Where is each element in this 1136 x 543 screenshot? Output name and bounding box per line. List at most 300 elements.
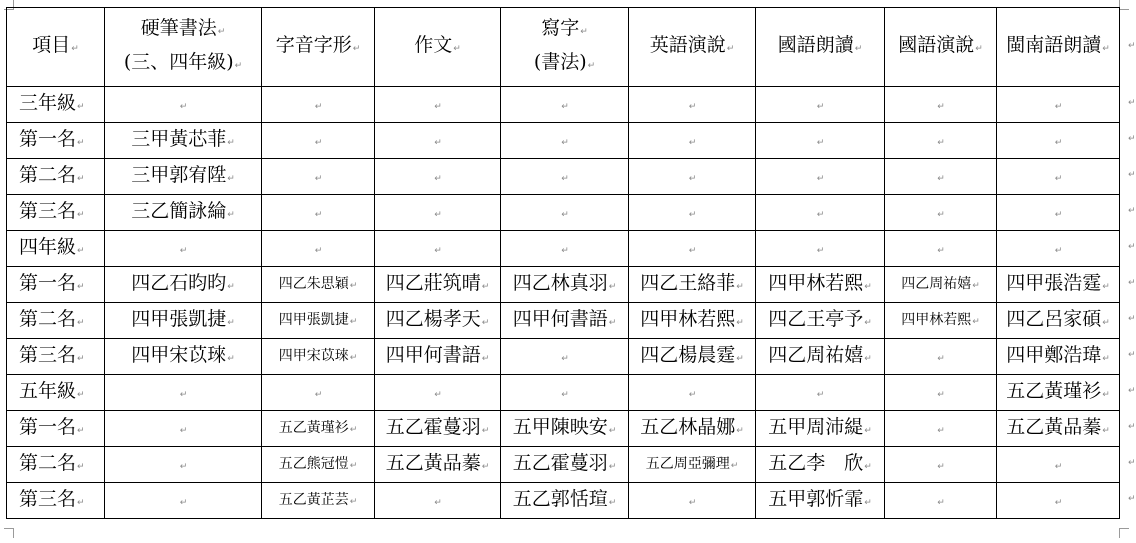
winner-cell xyxy=(375,447,501,483)
cell-text: 四甲宋苡琜 xyxy=(131,343,227,366)
winner-cell xyxy=(885,123,997,159)
cell-text: 四甲何書語 xyxy=(512,307,608,330)
paragraph-mark: ↵ xyxy=(975,44,983,54)
cell-text: 五乙林晶娜 xyxy=(640,415,736,438)
winner-cell xyxy=(501,447,629,483)
winner-cell xyxy=(105,339,262,375)
cell-text: 三乙簡詠綸 xyxy=(131,199,227,222)
cell-text: 三甲黃芯菲 xyxy=(131,127,227,150)
paragraph-mark: ↵ xyxy=(816,137,825,148)
cell-text: 第一名 xyxy=(19,127,77,150)
winner-cell xyxy=(105,375,262,411)
paragraph-mark: ↵ xyxy=(77,101,85,112)
paragraph-mark: ↵ xyxy=(736,353,744,364)
winner-cell xyxy=(105,123,262,159)
winner-cell xyxy=(756,303,885,339)
winner-cell xyxy=(375,159,501,195)
paragraph-mark: ↵ xyxy=(854,44,863,54)
winner-cell xyxy=(105,267,262,303)
winner-cell xyxy=(375,375,501,411)
paragraph-mark: ↵ xyxy=(434,101,442,112)
cell-text: 五乙黃瑾衫 xyxy=(278,419,349,436)
winner-cell xyxy=(997,123,1120,159)
winner-cell xyxy=(262,195,375,231)
paragraph-mark: ↵ xyxy=(77,137,85,148)
cell-text: 三甲郭宥陞 xyxy=(131,163,227,186)
row-label-cell xyxy=(7,411,105,447)
cell-text: 四乙楊孝天 xyxy=(385,307,481,330)
header-row xyxy=(7,8,1120,87)
paragraph-mark: ↵ xyxy=(864,497,872,508)
winner-cell xyxy=(501,195,629,231)
paragraph-mark: ↵ xyxy=(736,425,744,436)
cell-text: 五乙黃芷芸 xyxy=(278,491,349,508)
row-end-mark: ↵ xyxy=(1128,350,1136,360)
paragraph-mark: ↵ xyxy=(561,209,569,220)
paragraph-mark: ↵ xyxy=(688,389,697,400)
winner-cell xyxy=(629,447,756,483)
cell-text: 三年級 xyxy=(19,91,77,114)
cell-text: 四乙周祐嬉 xyxy=(901,275,972,292)
paragraph-mark: ↵ xyxy=(349,316,358,327)
cell-text: 第二名 xyxy=(19,451,77,474)
winner-cell xyxy=(105,231,262,267)
cell-text: 五乙熊冠愷 xyxy=(278,455,349,472)
header-cell xyxy=(997,8,1120,87)
cell-text: 四甲鄭浩瑋 xyxy=(1006,343,1102,366)
winner-cell xyxy=(629,375,756,411)
paragraph-mark: ↵ xyxy=(608,317,617,328)
paragraph-mark: ↵ xyxy=(561,173,569,184)
winner-cell xyxy=(501,375,629,411)
winner-cell xyxy=(629,339,756,375)
winner-cell xyxy=(501,159,629,195)
winner-cell xyxy=(501,303,629,339)
winner-cell xyxy=(629,267,756,303)
paragraph-mark: ↵ xyxy=(688,209,697,220)
paragraph-mark: ↵ xyxy=(227,173,235,184)
winner-cell xyxy=(756,483,885,519)
paragraph-mark: ↵ xyxy=(937,209,945,220)
winner-cell xyxy=(501,87,629,123)
paragraph-mark: ↵ xyxy=(972,280,980,291)
cell-text: 五乙霍蔓羽 xyxy=(385,415,481,438)
cell-text: 五乙郭恬瑄 xyxy=(512,487,608,510)
row-label-cell xyxy=(7,339,105,375)
table-row xyxy=(7,267,1120,303)
row-end-mark: ↵ xyxy=(1128,458,1136,468)
header-text: 英語演說 xyxy=(649,34,726,56)
winner-cell xyxy=(997,483,1120,519)
winner-cell xyxy=(501,231,629,267)
row-end-mark: ↵ xyxy=(1128,98,1136,108)
row-end-mark: ↵ xyxy=(1128,134,1136,144)
header-text: 字音字形 xyxy=(275,34,352,56)
winner-cell xyxy=(756,123,885,159)
table-row xyxy=(7,87,1120,123)
winner-cell xyxy=(262,339,375,375)
paragraph-mark: ↵ xyxy=(179,425,188,436)
cell-text: 五甲周沛緹 xyxy=(768,415,864,438)
header-cell xyxy=(756,8,885,87)
winner-cell xyxy=(375,267,501,303)
winner-cell xyxy=(629,123,756,159)
paragraph-mark: ↵ xyxy=(481,425,490,436)
paragraph-mark: ↵ xyxy=(937,101,945,112)
margin-corner-bottom-right xyxy=(1119,528,1129,538)
paragraph-mark: ↵ xyxy=(561,137,569,148)
winner-cell xyxy=(997,303,1120,339)
paragraph-mark: ↵ xyxy=(816,101,825,112)
paragraph-mark: ↵ xyxy=(434,389,442,400)
paragraph-mark: ↵ xyxy=(481,317,490,328)
paragraph-mark: ↵ xyxy=(688,497,697,508)
cell-text: 四乙王亭予 xyxy=(768,307,864,330)
winner-cell xyxy=(756,267,885,303)
header-cell xyxy=(7,8,105,87)
paragraph-mark: ↵ xyxy=(314,209,323,220)
winner-cell xyxy=(885,159,997,195)
cell-text: 四甲宋苡琜 xyxy=(278,347,349,364)
paragraph-mark: ↵ xyxy=(972,316,980,327)
paragraph-mark: ↵ xyxy=(77,353,85,364)
row-label-cell xyxy=(7,375,105,411)
cell-text: 五甲陳映安 xyxy=(512,415,608,438)
paragraph-mark: ↵ xyxy=(1102,317,1110,328)
winner-cell xyxy=(105,195,262,231)
paragraph-mark: ↵ xyxy=(77,425,85,436)
winner-cell xyxy=(501,483,629,519)
cell-text: 四年級 xyxy=(19,235,77,258)
winner-cell xyxy=(375,231,501,267)
cell-text: 五乙李 欣 xyxy=(768,451,864,474)
paragraph-mark: ↵ xyxy=(481,461,490,472)
paragraph-mark: ↵ xyxy=(434,245,442,256)
cell-text: 五乙周亞彌理 xyxy=(645,455,730,472)
paragraph-mark: ↵ xyxy=(608,461,617,472)
winner-cell xyxy=(997,231,1120,267)
winner-cell xyxy=(262,375,375,411)
paragraph-mark: ↵ xyxy=(179,389,188,400)
winner-cell xyxy=(262,267,375,303)
paragraph-mark: ↵ xyxy=(314,101,323,112)
winner-cell xyxy=(885,303,997,339)
paragraph-mark: ↵ xyxy=(864,317,872,328)
winner-cell xyxy=(629,483,756,519)
winner-cell xyxy=(375,123,501,159)
paragraph-mark: ↵ xyxy=(179,461,188,472)
paragraph-mark: ↵ xyxy=(937,389,945,400)
winner-cell xyxy=(375,339,501,375)
award-table xyxy=(6,7,1120,519)
winner-cell xyxy=(997,339,1120,375)
winner-cell xyxy=(885,267,997,303)
paragraph-mark: ↵ xyxy=(561,353,569,364)
paragraph-mark: ↵ xyxy=(587,61,596,71)
winner-cell xyxy=(756,447,885,483)
row-end-mark: ↵ xyxy=(1128,386,1136,396)
row-label-cell xyxy=(7,231,105,267)
paragraph-mark: ↵ xyxy=(580,27,588,37)
winner-cell xyxy=(629,87,756,123)
paragraph-mark: ↵ xyxy=(481,281,490,292)
table-row xyxy=(7,339,1120,375)
row-label-cell xyxy=(7,483,105,519)
paragraph-mark: ↵ xyxy=(227,281,235,292)
table-row xyxy=(7,303,1120,339)
paragraph-mark: ↵ xyxy=(434,209,442,220)
row-end-mark: ↵ xyxy=(1128,170,1136,180)
paragraph-mark: ↵ xyxy=(561,101,569,112)
winner-cell xyxy=(885,447,997,483)
winner-cell xyxy=(885,339,997,375)
cell-text: 四乙楊晨霆 xyxy=(640,343,736,366)
paragraph-mark: ↵ xyxy=(937,461,945,472)
table-row xyxy=(7,483,1120,519)
cell-text: 第一名 xyxy=(19,271,77,294)
winner-cell xyxy=(885,87,997,123)
paragraph-mark: ↵ xyxy=(937,497,945,508)
paragraph-mark: ↵ xyxy=(77,461,85,472)
paragraph-mark: ↵ xyxy=(453,44,461,54)
winner-cell xyxy=(105,303,262,339)
row-end-mark: ↵ xyxy=(1128,314,1136,324)
paragraph-mark: ↵ xyxy=(1054,209,1063,220)
header-cell xyxy=(629,8,756,87)
paragraph-mark: ↵ xyxy=(1102,353,1110,364)
table-row xyxy=(7,123,1120,159)
paragraph-mark: ↵ xyxy=(1054,245,1063,256)
winner-cell xyxy=(629,411,756,447)
winner-cell xyxy=(629,231,756,267)
winner-cell xyxy=(997,447,1120,483)
paragraph-mark: ↵ xyxy=(1102,281,1110,292)
winner-cell xyxy=(105,411,262,447)
header-text: 項目 xyxy=(32,34,71,56)
paragraph-mark: ↵ xyxy=(77,173,85,184)
paragraph-mark: ↵ xyxy=(227,137,235,148)
winner-cell xyxy=(756,411,885,447)
cell-text: 五乙黃品蓁 xyxy=(1006,415,1102,438)
paragraph-mark: ↵ xyxy=(937,137,945,148)
paragraph-mark: ↵ xyxy=(481,353,490,364)
winner-cell xyxy=(885,375,997,411)
winner-cell xyxy=(105,483,262,519)
winner-cell xyxy=(375,483,501,519)
cell-text: 四甲張凱捷 xyxy=(131,307,227,330)
paragraph-mark: ↵ xyxy=(179,497,188,508)
row-label-cell xyxy=(7,303,105,339)
winner-cell xyxy=(105,159,262,195)
paragraph-mark: ↵ xyxy=(864,281,872,292)
paragraph-mark: ↵ xyxy=(736,281,744,292)
cell-text: 五乙黃品蓁 xyxy=(385,451,481,474)
row-end-mark: ↵ xyxy=(1128,206,1136,216)
winner-cell xyxy=(262,87,375,123)
winner-cell xyxy=(262,159,375,195)
header-text: 國語朗讀 xyxy=(777,34,854,56)
paragraph-mark: ↵ xyxy=(864,353,872,364)
table-row xyxy=(7,231,1120,267)
winner-cell xyxy=(756,375,885,411)
row-end-mark: ↵ xyxy=(1128,422,1136,432)
row-end-mark: ↵ xyxy=(1128,278,1136,288)
paragraph-mark: ↵ xyxy=(349,352,358,363)
winner-cell xyxy=(262,231,375,267)
paragraph-mark: ↵ xyxy=(179,245,188,256)
paragraph-mark: ↵ xyxy=(234,61,243,71)
paragraph-mark: ↵ xyxy=(864,425,872,436)
row-end-mark: ↵ xyxy=(1128,494,1136,504)
header-text: 寫字 xyxy=(541,17,580,39)
winner-cell xyxy=(885,483,997,519)
cell-text: 四甲林若熙 xyxy=(768,271,864,294)
cell-text: 第一名 xyxy=(19,415,77,438)
paragraph-mark: ↵ xyxy=(77,389,85,400)
winner-cell xyxy=(629,303,756,339)
paragraph-mark: ↵ xyxy=(77,209,85,220)
paragraph-mark: ↵ xyxy=(71,44,79,54)
row-label-cell xyxy=(7,447,105,483)
winner-cell xyxy=(501,339,629,375)
table-row xyxy=(7,375,1120,411)
paragraph-mark: ↵ xyxy=(1054,497,1063,508)
paragraph-mark: ↵ xyxy=(179,101,188,112)
cell-text: 四甲何書語 xyxy=(385,343,481,366)
header-text: (書法) xyxy=(533,51,587,73)
header-cell xyxy=(375,8,501,87)
paragraph-mark: ↵ xyxy=(736,317,744,328)
winner-cell xyxy=(501,411,629,447)
header-text: 閩南語朗讀 xyxy=(1006,34,1102,56)
cell-text: 四甲張浩霆 xyxy=(1006,271,1102,294)
paragraph-mark: ↵ xyxy=(688,101,697,112)
winner-cell xyxy=(501,123,629,159)
header-text: 國語演說 xyxy=(898,34,975,56)
row-label-cell xyxy=(7,123,105,159)
row-label-cell xyxy=(7,267,105,303)
award-table-body xyxy=(7,8,1120,519)
paragraph-mark: ↵ xyxy=(349,496,358,507)
paragraph-mark: ↵ xyxy=(937,245,945,256)
margin-corner-bottom-left xyxy=(4,528,14,538)
paragraph-mark: ↵ xyxy=(726,44,735,54)
header-text: (三、四年級) xyxy=(123,51,234,73)
cell-text: 四甲林若熙 xyxy=(640,307,736,330)
header-text: 作文 xyxy=(414,34,453,56)
winner-cell xyxy=(501,267,629,303)
winner-cell xyxy=(262,303,375,339)
header-text: 硬筆書法 xyxy=(140,17,217,39)
winner-cell xyxy=(262,411,375,447)
paragraph-mark: ↵ xyxy=(314,245,323,256)
cell-text: 五乙黃瑾衫 xyxy=(1006,379,1102,402)
paragraph-mark: ↵ xyxy=(688,173,697,184)
table-row xyxy=(7,159,1120,195)
cell-text: 第三名 xyxy=(19,199,77,222)
paragraph-mark: ↵ xyxy=(352,44,361,54)
winner-cell xyxy=(262,483,375,519)
winner-cell xyxy=(262,447,375,483)
paragraph-mark: ↵ xyxy=(349,280,358,291)
paragraph-mark: ↵ xyxy=(227,317,235,328)
cell-text: 第三名 xyxy=(19,487,77,510)
paragraph-mark: ↵ xyxy=(1102,389,1110,400)
winner-cell xyxy=(997,375,1120,411)
cell-text: 第三名 xyxy=(19,343,77,366)
paragraph-mark: ↵ xyxy=(77,497,85,508)
cell-text: 四甲張凱捷 xyxy=(278,311,349,328)
winner-cell xyxy=(756,339,885,375)
table-row xyxy=(7,195,1120,231)
paragraph-mark: ↵ xyxy=(816,173,825,184)
winner-cell xyxy=(105,447,262,483)
winner-cell xyxy=(997,267,1120,303)
paragraph-mark: ↵ xyxy=(227,209,235,220)
winner-cell xyxy=(756,195,885,231)
row-label-cell xyxy=(7,159,105,195)
header-cell xyxy=(885,8,997,87)
winner-cell xyxy=(997,411,1120,447)
cell-text: 四乙王絡菲 xyxy=(640,271,736,294)
row-label-cell xyxy=(7,87,105,123)
paragraph-mark: ↵ xyxy=(1102,44,1110,54)
winner-cell xyxy=(997,159,1120,195)
row-label-cell xyxy=(7,195,105,231)
winner-cell xyxy=(105,87,262,123)
winner-cell xyxy=(375,303,501,339)
paragraph-mark: ↵ xyxy=(608,497,617,508)
paragraph-mark: ↵ xyxy=(434,497,442,508)
header-cell xyxy=(105,8,262,87)
paragraph-mark: ↵ xyxy=(77,245,85,256)
margin-corner-top-right xyxy=(1119,0,1129,10)
winner-cell xyxy=(629,159,756,195)
winner-cell xyxy=(756,87,885,123)
winner-cell xyxy=(997,195,1120,231)
paragraph-mark: ↵ xyxy=(608,281,617,292)
paragraph-mark: ↵ xyxy=(77,281,85,292)
paragraph-mark: ↵ xyxy=(314,137,323,148)
row-end-mark: ↵ xyxy=(1128,40,1136,51)
cell-text: 四乙呂家碩 xyxy=(1006,307,1102,330)
paragraph-mark: ↵ xyxy=(730,460,739,471)
paragraph-mark: ↵ xyxy=(561,245,569,256)
winner-cell xyxy=(885,411,997,447)
cell-text: 五乙霍蔓羽 xyxy=(512,451,608,474)
paragraph-mark: ↵ xyxy=(937,425,945,436)
paragraph-mark: ↵ xyxy=(349,424,358,435)
header-cell xyxy=(501,8,629,87)
paragraph-mark: ↵ xyxy=(864,461,872,472)
winner-cell xyxy=(375,411,501,447)
paragraph-mark: ↵ xyxy=(314,389,323,400)
winner-cell xyxy=(629,195,756,231)
paragraph-mark: ↵ xyxy=(349,460,358,471)
paragraph-mark: ↵ xyxy=(227,353,235,364)
paragraph-mark: ↵ xyxy=(816,389,825,400)
paragraph-mark: ↵ xyxy=(1054,173,1063,184)
winner-cell xyxy=(885,231,997,267)
table-row xyxy=(7,411,1120,447)
paragraph-mark: ↵ xyxy=(816,245,825,256)
paragraph-mark: ↵ xyxy=(434,137,442,148)
cell-text: 第二名 xyxy=(19,163,77,186)
cell-text: 第二名 xyxy=(19,307,77,330)
winner-cell xyxy=(375,195,501,231)
cell-text: 四乙莊筑晴 xyxy=(385,271,481,294)
cell-text: 四甲林若熙 xyxy=(901,311,972,328)
